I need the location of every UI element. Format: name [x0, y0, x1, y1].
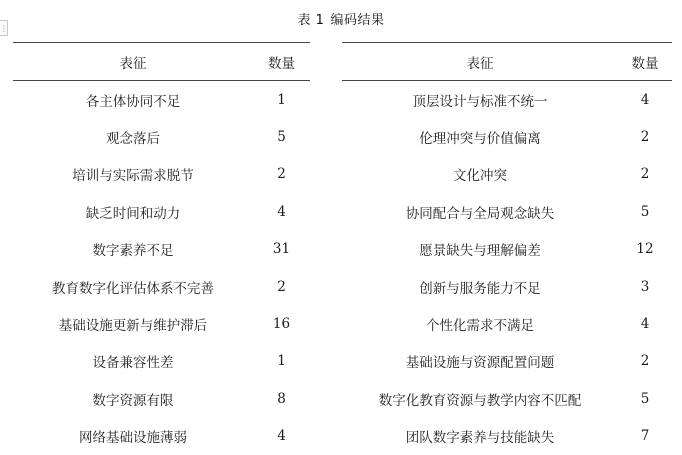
- count-cell: 4: [277, 203, 286, 220]
- count-cell: 5: [277, 129, 286, 146]
- count-cell: 5: [640, 390, 650, 407]
- table-row: [342, 81, 672, 119]
- header-row: [13, 43, 310, 81]
- table-row: [342, 268, 672, 305]
- header-row: [342, 43, 672, 81]
- table-row: [13, 81, 310, 119]
- table-row: [13, 380, 310, 417]
- feature-cell: 教育数字化评估体系不完善: [52, 280, 214, 297]
- count-cell: 1: [277, 353, 286, 370]
- feature-cell: 设备兼容性差: [92, 355, 174, 372]
- feature-cell: 观念落后: [106, 131, 160, 148]
- count-cell: 2: [277, 278, 286, 295]
- column-header-feature: 表征: [119, 55, 147, 72]
- count-cell: 4: [277, 428, 286, 445]
- feature-cell: 数字素养不足: [92, 243, 174, 260]
- count-cell: 31: [272, 241, 291, 258]
- feature-cell: 基础设施与资源配置问题: [405, 355, 555, 372]
- count-cell: 2: [277, 166, 286, 183]
- feature-cell: 数字资源有限: [92, 392, 174, 409]
- feature-cell: 创新与服务能力不足: [419, 280, 541, 297]
- drag-handle-icon: ⋮: [0, 24, 8, 33]
- feature-cell: 协同配合与全局观念缺失: [405, 205, 555, 222]
- count-cell: 2: [640, 129, 650, 146]
- column-header-count: 数量: [268, 55, 295, 72]
- column-header-feature: 表征: [466, 55, 494, 72]
- count-cell: 2: [640, 353, 650, 370]
- table-row: [13, 193, 310, 230]
- table-row: [342, 193, 672, 230]
- feature-cell: 团队数字素养与技能缺失: [405, 430, 555, 447]
- count-cell: 8: [277, 390, 286, 407]
- count-cell: 7: [640, 428, 650, 445]
- feature-cell: 基础设施更新与维护滞后: [58, 318, 208, 335]
- feature-cell: 缺乏时间和动力: [85, 205, 181, 222]
- left-coding-table: [13, 42, 310, 455]
- caption-number: 表 1: [297, 13, 325, 28]
- feature-cell: 顶层设计与标准不统一: [412, 93, 548, 110]
- feature-cell: 数字化教育资源与教学内容不匹配: [378, 392, 582, 409]
- feature-cell: 伦理冲突与价值偏离: [419, 131, 541, 148]
- table-caption: [0, 11, 682, 31]
- count-cell: 16: [272, 316, 291, 333]
- count-cell: 4: [640, 316, 650, 333]
- feature-cell: 网络基础设施薄弱: [79, 430, 187, 447]
- column-header-count: 数量: [631, 55, 659, 72]
- feature-cell: 文化冲突: [453, 168, 507, 185]
- right-coding-table: [342, 42, 672, 455]
- count-cell: 12: [636, 241, 654, 258]
- table-row: [13, 268, 310, 305]
- table-row: [342, 418, 672, 455]
- table-row: [342, 380, 672, 417]
- count-cell: 3: [640, 278, 650, 295]
- caption-title: 编码结果: [330, 13, 385, 28]
- table-row: [13, 343, 310, 380]
- table-row: [13, 118, 310, 155]
- table-row: [13, 305, 310, 342]
- table-row: [342, 118, 672, 155]
- table-row: [342, 231, 672, 268]
- table-row: [342, 343, 672, 380]
- table-row: [13, 156, 310, 193]
- table-row: [13, 231, 310, 268]
- table-row: [342, 156, 672, 193]
- feature-cell: 培训与实际需求脱节: [72, 168, 194, 185]
- count-cell: 2: [640, 166, 650, 183]
- table-row: [342, 305, 672, 342]
- feature-cell: 各主体协同不足: [85, 93, 181, 110]
- table-row: [13, 418, 310, 455]
- count-cell: 4: [640, 91, 650, 108]
- count-cell: 1: [277, 91, 286, 108]
- feature-cell: 个性化需求不满足: [426, 318, 534, 335]
- feature-cell: 愿景缺失与理解偏差: [419, 243, 541, 260]
- count-cell: 5: [640, 203, 650, 220]
